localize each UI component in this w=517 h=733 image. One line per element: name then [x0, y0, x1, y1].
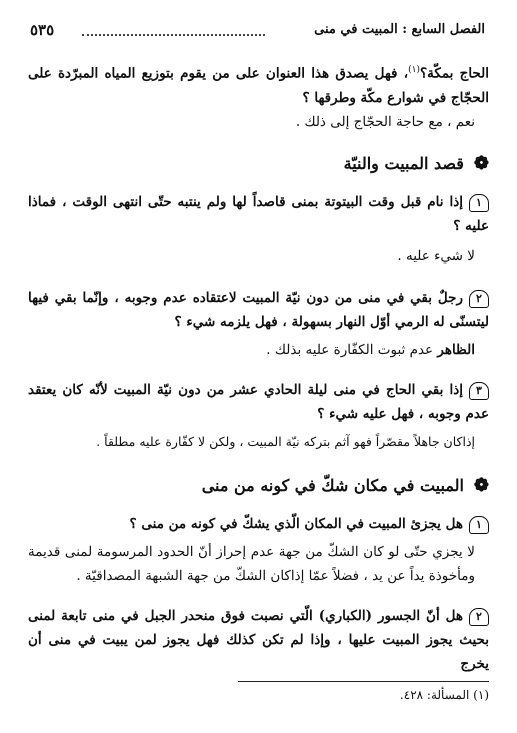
- question-text: إذا بقي الحاج في منى ليلة الحادي عشر من دون نيّة المبيت لأنّه كان يعتقد عدم وجوبه ، فهل عليه شيء ؟: [28, 382, 489, 422]
- answer-lead-word: الظاهر: [437, 342, 475, 358]
- footnote-divider: [238, 681, 489, 682]
- answer-text: لا يجزي حتّى لو كان الشكّ من جهة عدم إحراز أنّ الحدود المرسومة لمنى قديمة ومأخوذة يداً عن يد ، فضلاً عمّا إذاكان الشكّ من جهة الشبهة المصداقيّة .: [28, 544, 475, 584]
- footnote-ref[interactable]: (١): [408, 65, 420, 75]
- question-text: رجلٌ بقي في منى من دون نيّة المبيت لاعتقاده عدم وجوبه ، وإنّما بقي فيها ليتسنّى له الرمي أوّل النهار بسهولة ، فهل يلزمه شيء ؟: [28, 290, 489, 330]
- intro-question: [28, 58, 489, 110]
- question-item: [28, 378, 489, 426]
- question-item: [28, 512, 489, 536]
- section-title: قصد المبيت والنيّة: [343, 154, 464, 173]
- question-number-badge: ١: [469, 516, 489, 534]
- header-leader-dots: [82, 34, 265, 36]
- running-header: [30, 22, 485, 42]
- intro-answer: نعم ، مع حاجة الحجّاج إلى ذلك .: [295, 114, 475, 130]
- section-heading-doubtful-place: [28, 474, 489, 498]
- question-item: [28, 286, 489, 334]
- section-heading-intent: [28, 152, 489, 176]
- question-number-badge: ٣: [469, 382, 489, 400]
- question-text: هل أنّ الجسور (الكباري) الّتي نصبت فوق منحدر الجبل في منى تابعة لمنى بحيث يجوز المبيت عليها ، وإذا لم تكن كذلك فهل يجوز لمن يبيت في منى أن يخرج: [28, 608, 489, 672]
- chapter-title: الفصل السابع : المبيت في منى: [314, 22, 485, 37]
- answer-text: إذاكان جاهلاً مقصّراً فهو آثم بتركه نيّة المبيت ، ولكن لا كفّارة عليه مطلقاً .: [96, 434, 475, 449]
- question-item: [28, 604, 489, 676]
- question-text: إذا نام قبل وقت البيتوتة بمنى قاصداً لها ولم ينتبه حتّى انتهى الوقت ، فماذا عليه ؟: [28, 194, 489, 234]
- section-title: المبيت في مكان شكّ في كونه من منى: [201, 476, 464, 495]
- answer-text: لا شيء عليه .: [397, 248, 475, 264]
- intro-question-part1: الحاج بمكّة؟: [419, 65, 490, 82]
- question-number-badge: ٢: [469, 290, 489, 308]
- question-text: هل يجزئ المبيت في المكان الّذي يشكّ في كونه من منى ؟: [129, 516, 463, 532]
- answer-text: [28, 338, 489, 362]
- page-number: ٥٣٥: [30, 21, 55, 39]
- footnote-text: المسألة: ٤٢٨.: [399, 688, 470, 702]
- footnote-number: (١): [473, 688, 489, 702]
- question-number-badge: ٢: [469, 608, 489, 626]
- star-ornament-icon: ❁: [473, 153, 489, 174]
- intro-question-part2: ، فهل يصدق هذا العنوان على من يقوم بتوزيع المياه المبرّدة على الحجّاج في شوارع مكّة وطرقها ؟: [28, 65, 489, 106]
- answer-body: عدم ثبوت الكفّارة عليه بذلك .: [266, 342, 438, 358]
- footnote: [28, 688, 489, 702]
- question-item: [28, 190, 489, 238]
- question-number-badge: ١: [469, 194, 489, 212]
- star-ornament-icon: ❁: [473, 475, 489, 496]
